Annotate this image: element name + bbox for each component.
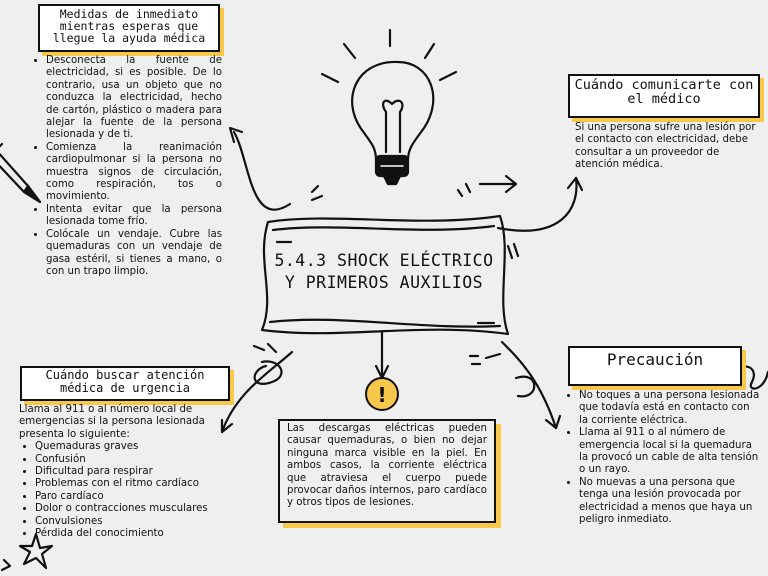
seek-item: • Pérdida del conocimiento <box>35 528 229 540</box>
seek-title: Cuándo buscar atención médica de urgencia <box>45 368 205 395</box>
seek-title-box <box>20 366 230 401</box>
communicate-text: Si una persona sufre una lesión por el contacto con electricidad, debe consultar a un proveedor de atención médica. <box>575 122 756 171</box>
communicate-title: Cuándo comunicarte con el médico <box>574 77 754 108</box>
arrow-to-communicate <box>498 178 576 231</box>
seek-intro: Llama al 911 o al número local de emergencias si la persona lesionada presenta lo siguiente: <box>19 404 205 440</box>
caution-item: • No muevas a una persona que tenga una lesión provocada por electricidad a menos que haya un peligro inmediato. <box>579 477 761 527</box>
seek-item: • Dolor o contracciones musculares <box>35 503 229 515</box>
lightbulb-icon <box>322 30 456 184</box>
seek-item: • Convulsiones <box>35 516 229 528</box>
caution-list <box>565 390 761 526</box>
seek-item: • Paro cardíaco <box>35 491 229 503</box>
immediate-item: • Colócale un vendaje. Cubre las quemaduras con un vendaje de gasa estéril, si tienes a mano, o con un trapo limpio. <box>46 229 222 279</box>
communicate-title-box <box>568 74 760 118</box>
arrow-to-immediate <box>234 132 290 210</box>
seek-item: • Quemaduras graves <box>35 441 229 453</box>
seek-item: • Problemas con el ritmo cardíaco <box>35 478 229 490</box>
immediate-title-box <box>38 4 220 52</box>
immediate-item: • Intenta evitar que la persona lesionada tome frío. <box>46 204 222 229</box>
immediate-item: • Desconecta la fuente de electricidad, si es posible. De lo contrario, usa un objeto que no conduzca la electricidad, hecho de cartón, plástico o madera para alejar la fuente de la persona lesionada y de ti. <box>46 55 222 142</box>
seek-item: • Confusión <box>35 454 229 466</box>
note-text: Las descargas eléctricas pueden causar quemaduras, o bien no dejar ninguna marca visible en la piel. En ambos casos, la corriente eléctrica que atraviesa el cuerpo puede provocar daños internos, paro cardíaco y otros tipos de lesiones. <box>287 423 487 509</box>
immediate-item: • Comienza la reanimación cardiopulmonar si la persona no muestra signos de circulación, como respiración, tos o movimiento. <box>46 142 222 204</box>
seek-item: • Dificultad para respirar <box>35 466 229 478</box>
page-title: 5.4.3 SHOCK ELÉCTRICO Y PRIMEROS AUXILIOS <box>274 251 494 292</box>
seek-section <box>19 404 229 540</box>
caution-title: Precaución <box>606 350 704 369</box>
caution-item: • No toques a una persona lesionada que todavía está en contacto con la corriente eléctrica. <box>579 390 761 427</box>
caution-title-box <box>568 346 742 386</box>
svg-text:!: ! <box>377 383 387 407</box>
caution-item: • Llama al 911 o al número de emergencia local si la quemadura la provocó un cable de alta tensión o un rayo. <box>579 427 761 477</box>
arrow-to-caution <box>502 342 556 428</box>
immediate-list <box>32 55 222 278</box>
warning-icon <box>366 378 398 410</box>
immediate-title: Medidas de inmediato mientras esperas que llegue la ayuda médica <box>52 7 206 46</box>
